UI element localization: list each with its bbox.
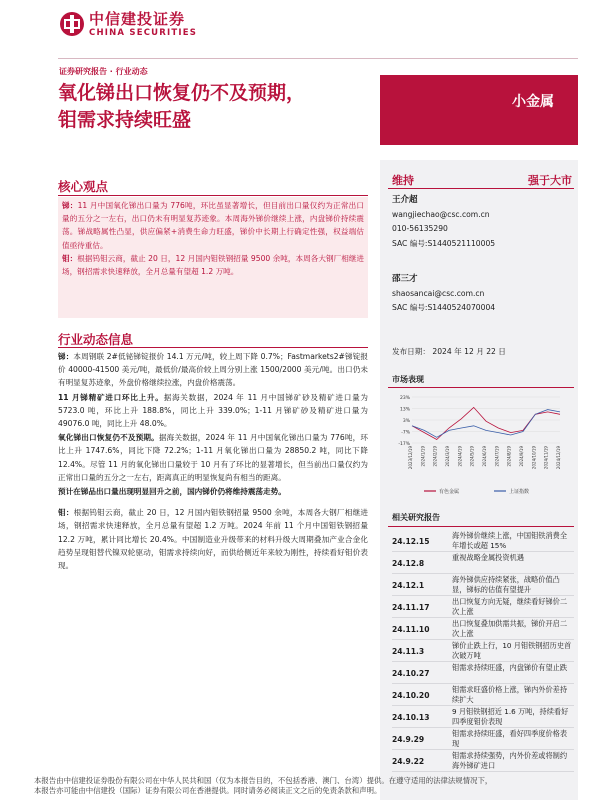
chart-y-tick-label: 3% bbox=[402, 419, 410, 424]
market-performance-chart bbox=[388, 391, 568, 501]
core-views-heading: 核心观点 bbox=[58, 179, 109, 194]
industry-p1 bbox=[58, 350, 368, 390]
industry-p3 bbox=[58, 431, 368, 484]
analyst-1-name: 王介超 bbox=[392, 195, 418, 205]
core-view-molybdenum-red: 根据钨钼云商，截止 20 日，12 月国内钼铁钢招量 9500 余吨，本周各大钢厂相继进场，钢招需求快速释放，全月总量有望超 1.2 万吨。 bbox=[62, 253, 365, 277]
related-report-date: 24.12.1 bbox=[392, 581, 425, 590]
chart-y-tick-label: 13% bbox=[399, 407, 410, 413]
chart-y-tick-label: -7% bbox=[401, 430, 410, 436]
related-report-title[interactable]: 重视战略金属投资机遇 bbox=[452, 553, 524, 562]
related-report-title[interactable]: 钼需求持续强势，内外价差或将制约海外锑矿进口 bbox=[452, 751, 568, 770]
header-divider bbox=[58, 58, 578, 59]
industry-p1-text: 本周钢联 2#低铋锑锭报价 14.1 万元/吨，较上周下降 0.7%；Fastmarkets2#锑锭报价 40000-41500 美元/吨，最低价/最高价较上周分别上涨 1500/2000 美元/吨。出口仍未有明显复苏迹象，外盘价格继续拉涨，内盘价格震荡。 bbox=[58, 352, 368, 388]
industry-p5-text: 根据钨钼云商，截止 20 日，12 月国内钼铁钢招量 9500 余吨，本周各大钢厂相继进场，钢招需求快速释放，全月总量有望超 1.2 万吨。2024 年前 11 个月中国钼铁钢招量 12.2 万吨，累计同比增长 20.4%。中国制造业升级带来的材料升级大周期叠加产业合金化趋势呈现钼替代镍双轮驱动，钼需求持续向好，而供给侧近年来较为刚性，持续看好钼价表现。 bbox=[58, 508, 369, 571]
analyst-1-phone: 010-56135290 bbox=[392, 224, 448, 233]
related-report-title[interactable]: 海外锑价继续上涨，中国钼铁消费全年增长或超 15% bbox=[452, 531, 568, 550]
chart-x-tick-label: 2024/2/19 bbox=[432, 446, 438, 467]
chart-x-tick-label: 2024/3/19 bbox=[445, 446, 450, 467]
chart-x-tick-label: 2024/4/19 bbox=[457, 446, 463, 467]
related-report-title[interactable]: 锑价止跌上行，10 月钼铁钢招历史首次破万吨 bbox=[452, 641, 572, 660]
core-view-molybdenum-lead: 钼： bbox=[62, 253, 78, 263]
breadcrumb: 证券研究报告 · 行业动态 bbox=[59, 67, 148, 76]
market-underline bbox=[388, 387, 574, 388]
core-view-antimony bbox=[62, 199, 364, 252]
related-report-date: 24.12.15 bbox=[392, 537, 430, 546]
related-report-row[interactable] bbox=[392, 750, 574, 772]
industry-p1-lead: 锑： bbox=[58, 352, 74, 361]
rating-divider bbox=[388, 188, 574, 189]
chart-x-tick-label: 2024/12/19 bbox=[556, 446, 561, 470]
core-view-antimony-lead: 锑： bbox=[62, 201, 78, 210]
footer-disclaimer bbox=[34, 776, 594, 796]
logo-cn: 中信建投证券 bbox=[89, 10, 186, 28]
chart-x-tick-label: 2024/10/19 bbox=[531, 446, 537, 470]
core-view-antimony-red: 11 月中国氧化锑出口量为 776吨，环比虽显著增长，但目前出口量仅约为正常出口量的五分之一左右，出口仍未有明显复苏迹象。本周海外锑价继续上涨，内盘锑价持续震荡。 bbox=[62, 201, 365, 237]
related-report-title[interactable]: 钼需求持续旺盛，看好四季度价格表现 bbox=[452, 729, 568, 748]
related-report-row[interactable] bbox=[392, 596, 574, 618]
related-report-date: 24.10.13 bbox=[392, 713, 430, 722]
related-report-row[interactable] bbox=[392, 684, 574, 706]
analyst-1-email[interactable]: wangjiechao@csc.com.cn bbox=[392, 209, 490, 219]
core-view-antimony-rest: 锑战略属性凸显，供应偏紧+消费生命力旺盛，锑价中长期上行确定性强，权益端估值亟待重估。 bbox=[62, 227, 365, 250]
related-report-date: 24.11.10 bbox=[392, 625, 430, 634]
industry-p5 bbox=[58, 506, 368, 572]
industry-body bbox=[58, 350, 368, 573]
related-report-row[interactable] bbox=[392, 640, 574, 662]
related-report-row[interactable] bbox=[392, 706, 574, 728]
chart-series-line bbox=[412, 407, 560, 439]
related-report-title[interactable]: 9 月钼铁钢招近 1.6 万吨，持续看好四季度钼价表现 bbox=[452, 707, 569, 726]
related-report-title[interactable]: 海外锑供应持续紧张，战略价值凸显，锑标的估值有望提升 bbox=[452, 575, 560, 594]
related-report-date: 24.10.20 bbox=[392, 691, 430, 700]
chart-x-tick-label: 2024/1/19 bbox=[420, 446, 426, 467]
related-report-date: 24.9.22 bbox=[392, 757, 425, 766]
chart-x-tick-label: 2024/5/19 bbox=[469, 446, 475, 467]
title-line-2: 钼需求持续旺盛 bbox=[58, 109, 192, 131]
related-report-row[interactable] bbox=[392, 728, 574, 750]
sector-banner: 小金属 bbox=[380, 75, 578, 145]
industry-p4: 预计在锑品出口量出现明显回升之前，国内锑价仍将维持震荡走势。 bbox=[58, 487, 286, 497]
related-report-row[interactable] bbox=[392, 618, 574, 640]
core-views-box bbox=[58, 197, 368, 318]
core-views-underline bbox=[58, 195, 368, 196]
related-report-row[interactable] bbox=[392, 530, 574, 552]
analyst-1-sac: SAC 编号:S1440521110005 bbox=[392, 238, 496, 248]
related-report-date: 24.11.3 bbox=[392, 647, 425, 656]
core-view-molybdenum bbox=[62, 252, 364, 278]
related-underline bbox=[388, 526, 574, 527]
chart-x-tick-label: 2024/7/19 bbox=[494, 446, 500, 467]
chart-x-tick-label: 2024/6/19 bbox=[482, 446, 487, 467]
analyst-2-email[interactable]: shaosancai@csc.com.cn bbox=[392, 288, 485, 298]
publish-date: 发布日期： 2024 年 12 月 22 日 bbox=[392, 347, 506, 356]
related-report-date: 24.10.27 bbox=[392, 669, 430, 678]
industry-underline bbox=[58, 347, 368, 348]
footer-line-1: 本报告由中信建投证券股份有限公司在中华人民共和国（仅为本报告目的，不包括香港、澳门、台湾）提供。在遵守适用的法律法规情况下， bbox=[34, 776, 493, 785]
chart-x-tick-label: 2024/11/19 bbox=[543, 446, 549, 470]
logo-en: CHINA SECURITIES bbox=[89, 28, 198, 38]
industry-p2-lead: 11 月锑精矿进口环比上升。 bbox=[58, 392, 164, 402]
title-line-1: 氧化锑出口恢复仍不及预期， bbox=[58, 82, 306, 104]
related-report-date: 24.11.17 bbox=[392, 603, 430, 612]
related-report-row[interactable] bbox=[392, 552, 574, 574]
rating-label: 维持 bbox=[392, 174, 414, 187]
industry-p3-text: 据海关数据，2024 年 11 月中国氧化锑出口量为 776吨，环比上升 1747.6%，同比下降 72.2%；1-11 月氧化锑出口量为 28850.2 吨，同比下降 12.4%。尽管 11 月的氧化锑出口量较于 10 月有了环比的显著增长，但当前出口量仅约为正常出口量的五分之一左右，距离真正的明显恢复尚有相当的距离。 bbox=[58, 433, 368, 482]
related-report-title[interactable]: 出口恢复叠加供需共振，锑价开启二次上涨 bbox=[452, 619, 568, 638]
chart-x-tick-label: 2024/9/19 bbox=[519, 446, 524, 467]
chart-y-tick-label: 23% bbox=[399, 396, 410, 401]
rating-value: 强于大市 bbox=[528, 174, 572, 187]
analyst-1 bbox=[392, 193, 495, 251]
related-report-row[interactable] bbox=[392, 662, 574, 684]
chart-legend-label: 有色金属 bbox=[439, 489, 460, 495]
analyst-2-sac: SAC 编号:S1440524070004 bbox=[392, 303, 496, 312]
related-report-row[interactable] bbox=[392, 574, 574, 596]
chart-y-tick-label: -17% bbox=[398, 442, 410, 447]
related-report-date: 24.9.29 bbox=[392, 735, 425, 744]
rating bbox=[392, 172, 572, 188]
industry-p3-lead: 氧化锑出口恢复仍不及预期。 bbox=[58, 433, 159, 443]
analyst-2-name: 邵三才 bbox=[392, 274, 418, 284]
market-heading: 市场表现 bbox=[392, 375, 424, 384]
related-heading: 相关研究报告 bbox=[392, 513, 440, 522]
chart-x-tick-label: 2023/12/19 bbox=[408, 446, 413, 470]
chart-x-tick-label: 2024/8/19 bbox=[506, 446, 512, 467]
industry-p2 bbox=[58, 391, 368, 431]
industry-p5-lead: 钼： bbox=[58, 508, 74, 518]
analyst-2 bbox=[392, 272, 495, 316]
chart-legend-label: 上证指数 bbox=[509, 489, 530, 495]
report-title bbox=[58, 80, 358, 134]
footer-line-2: 本报告亦可能由中信建投（国际）证券有限公司在香港提供。同时请务必阅读正文之后的免责条款和声明。 bbox=[34, 786, 382, 795]
chart-series-line bbox=[412, 410, 560, 438]
company-logo bbox=[59, 10, 197, 38]
related-report-title[interactable]: 钼需求旺盛价格上涨，锑内外价差持续扩大 bbox=[452, 685, 568, 704]
related-report-title[interactable]: 出口恢复方向无疑，继续看好锑价二次上涨 bbox=[452, 597, 568, 616]
industry-heading: 行业动态信息 bbox=[58, 332, 134, 347]
industry-p2-text: 据海关数据，2024 年 11 月中国锑矿砂及精矿进口量为 5723.0 吨，环比上升 188.8%，同比上升 339.0%；1-11 月锑矿砂及精矿进口量为 49076.0 吨，同比上升 48.0%。 bbox=[58, 392, 368, 429]
related-report-date: 24.12.8 bbox=[392, 559, 425, 568]
logo-mark-icon bbox=[59, 11, 85, 37]
related-report-title[interactable]: 钼需求持续旺盛，内盘锑价有望止跌 bbox=[452, 663, 568, 672]
